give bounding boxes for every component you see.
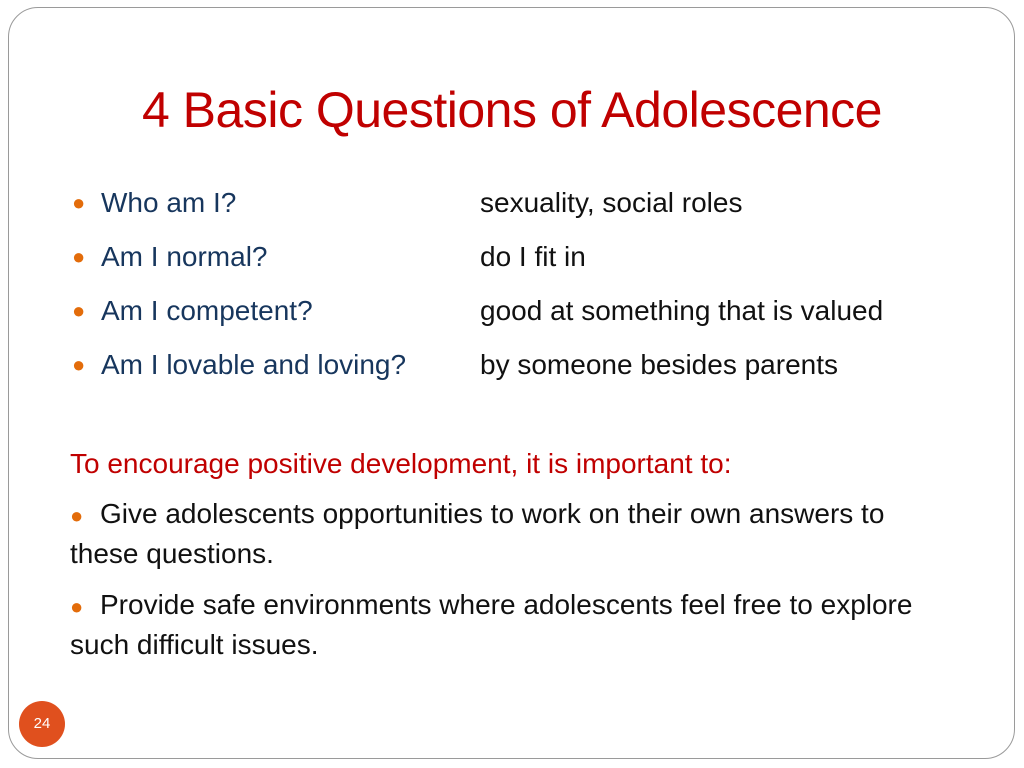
bullet-dot-icon: ● xyxy=(70,503,84,528)
recommendation-item xyxy=(70,587,950,663)
question-row xyxy=(72,291,972,345)
question-row xyxy=(72,183,972,237)
question-answer: sexuality, social roles xyxy=(480,187,743,218)
slide-title: 4 Basic Questions of Adolescence xyxy=(141,82,882,138)
question-text: Am I competent? xyxy=(101,295,313,326)
question-text: Am I normal? xyxy=(101,241,268,272)
bullet-dot-icon: ● xyxy=(70,594,84,619)
question-row xyxy=(72,345,972,399)
question-answer: by someone besides parents xyxy=(480,349,838,380)
question-text: Who am I? xyxy=(101,187,237,218)
bullet-dot-icon: ● xyxy=(72,298,86,323)
recommendation-text: Provide safe environments where adolescents feel free to explore such difficult issues. xyxy=(70,589,913,660)
encourage-heading: To encourage positive development, it is important to: xyxy=(70,448,732,479)
bullet-dot-icon: ● xyxy=(72,244,86,269)
recommendation-text: Give adolescents opportunities to work on their own answers to these questions. xyxy=(70,498,885,569)
recommendation-item xyxy=(70,496,950,572)
question-text: Am I lovable and loving? xyxy=(101,349,407,380)
question-row xyxy=(72,237,972,291)
question-answer: do I fit in xyxy=(480,241,586,272)
question-answer: good at something that is valued xyxy=(480,295,884,326)
questions-list xyxy=(72,183,972,399)
bullet-dot-icon: ● xyxy=(72,190,86,215)
page-number-badge: 24 xyxy=(19,701,65,747)
bullet-dot-icon: ● xyxy=(72,352,86,377)
